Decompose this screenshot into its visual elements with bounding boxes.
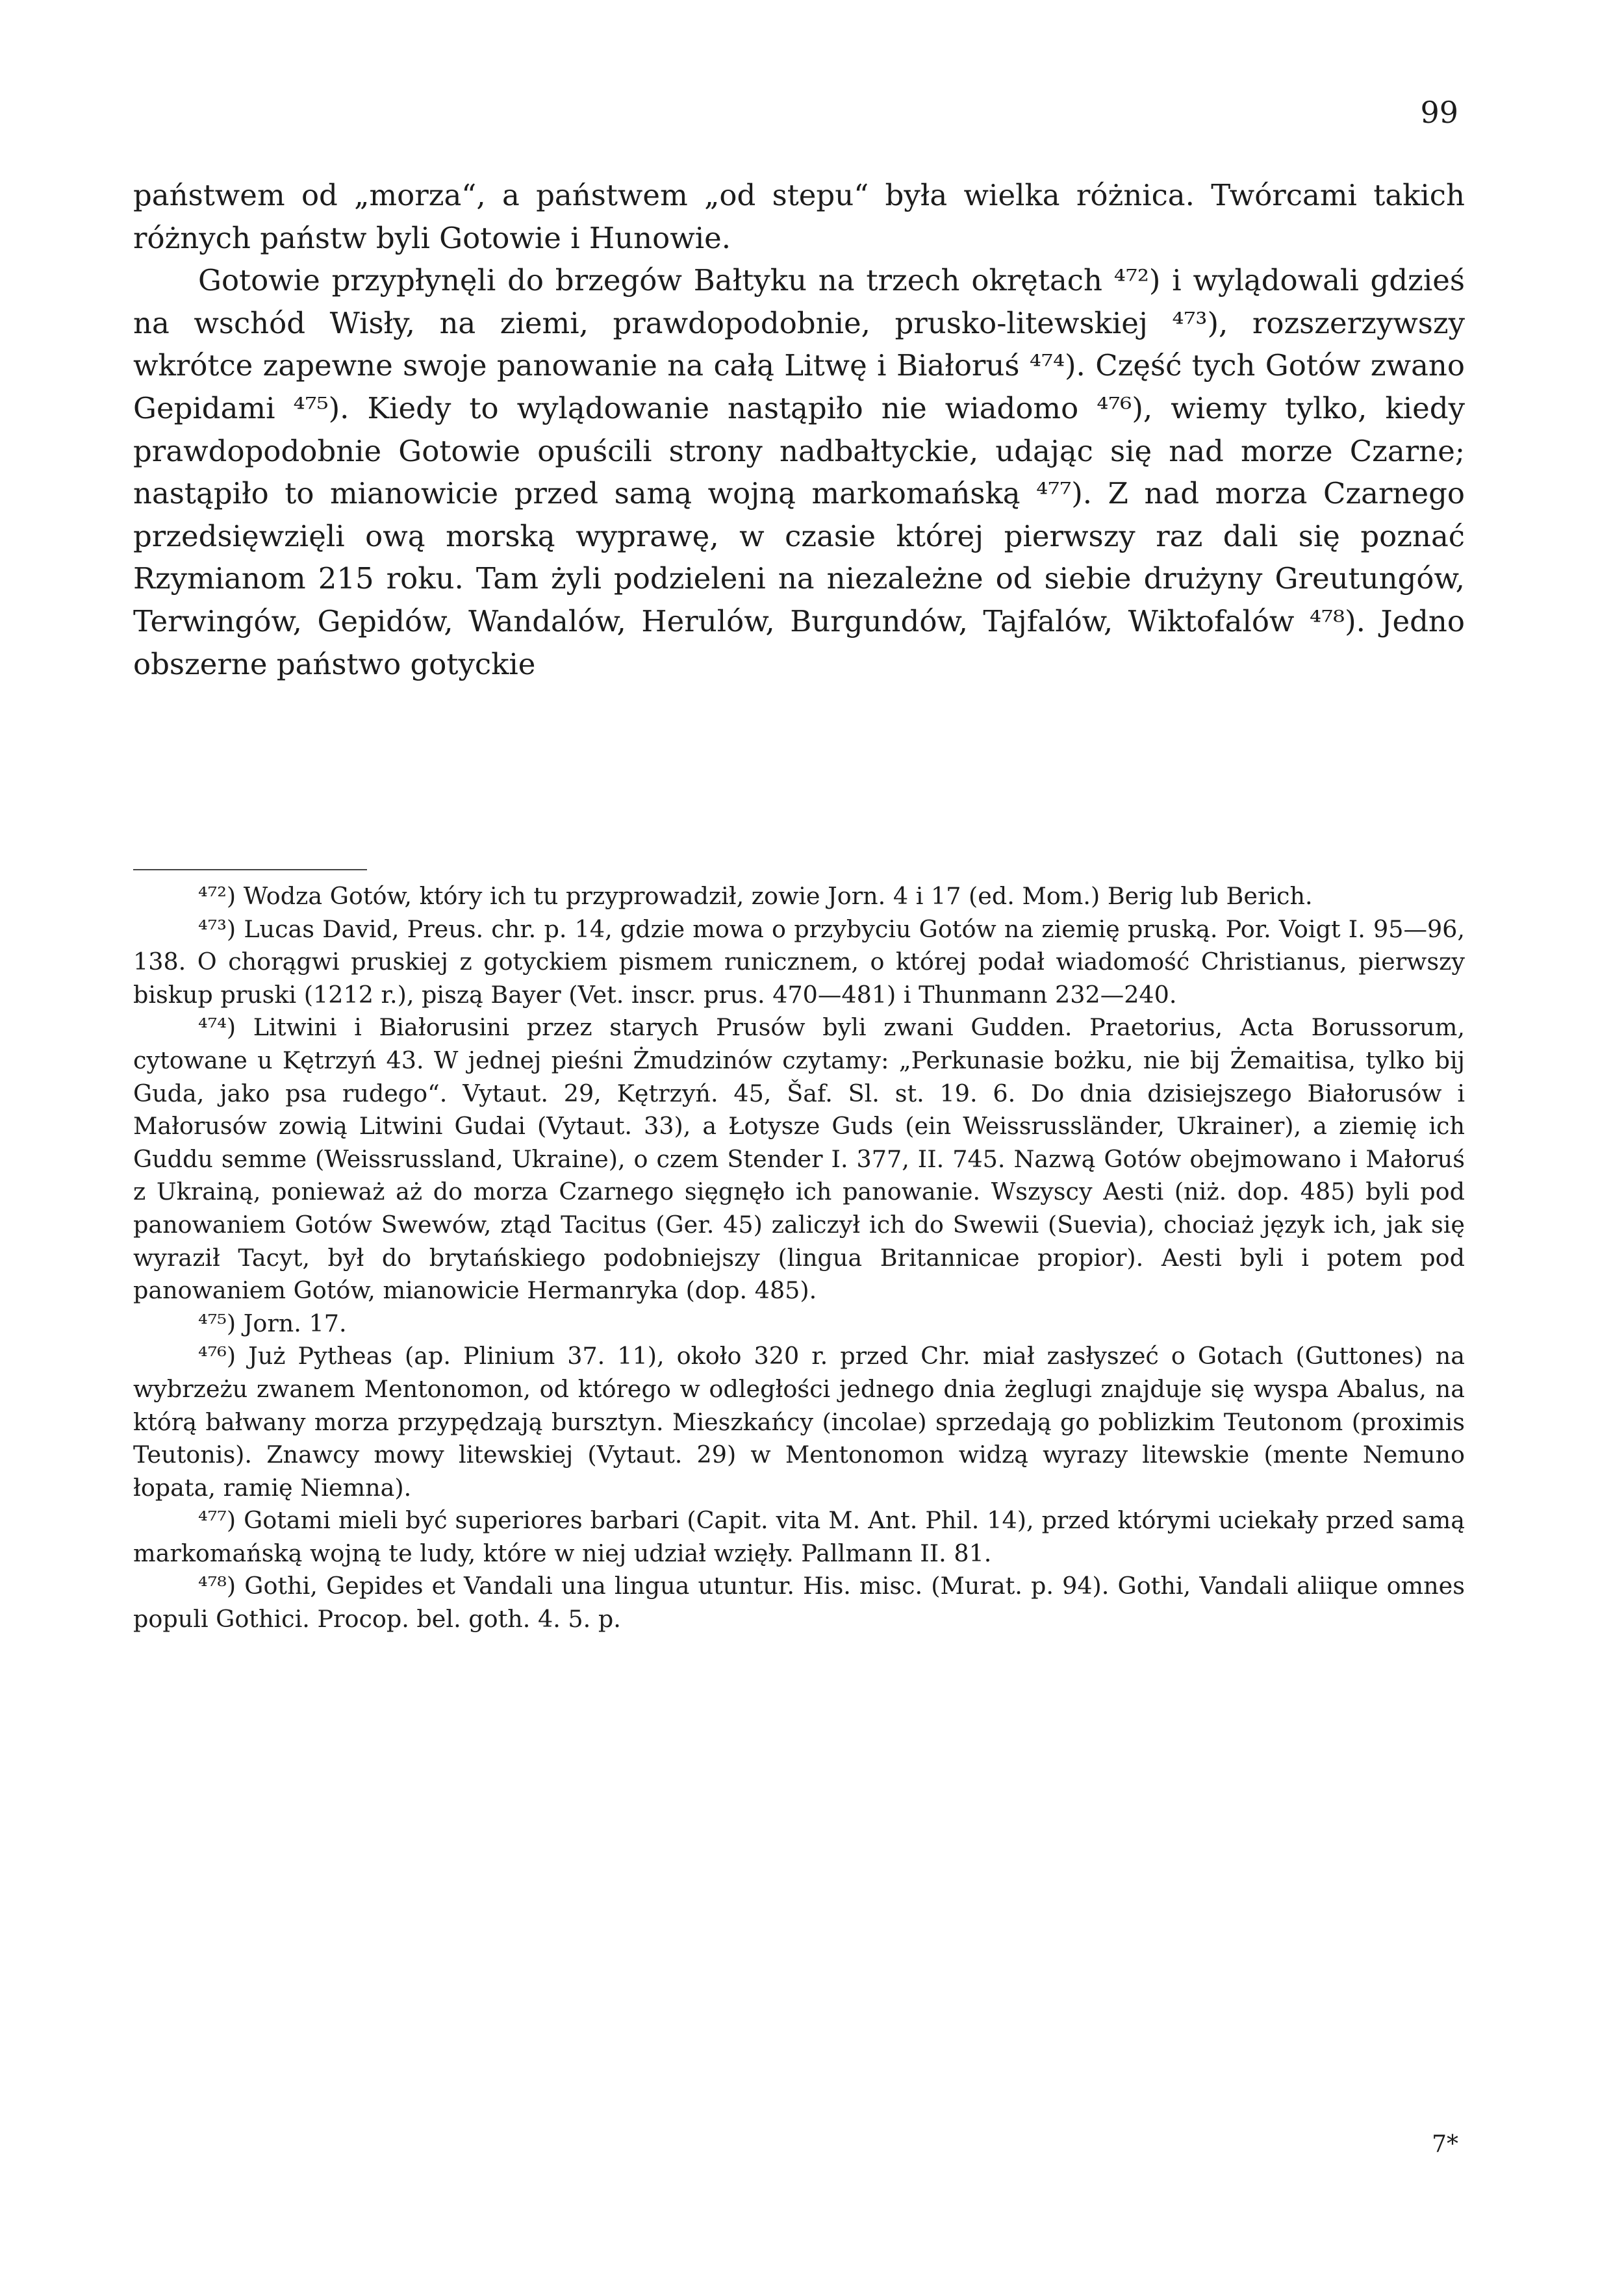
signature-mark: 7* — [1432, 2131, 1458, 2158]
paragraph: państwem od „morza“, a państwem „od stepu“ była wielka różnica. Twórcami takich różnych państw byli Gotowie i Hunowie. — [133, 178, 1465, 255]
footnotes — [133, 880, 1465, 1636]
footnote-472: ⁴⁷²) Wodza Gotów, który ich tu przyprowadził, zowie Jorn. 4 i 17 (ed. Mom.) Berig lub Berich. — [198, 882, 1313, 910]
footnote-477: ⁴⁷⁷) Gotami mieli być superiores barbari (Capit. vita M. Ant. Phil. 14), przed którymi uciekały przed samą markomańską wojną te ludy, które w niej udział wzięły. Pallmann II. 81. — [133, 1506, 1465, 1567]
footnote-475: ⁴⁷⁵) Jorn. 17. — [198, 1309, 347, 1337]
footnote-476: ⁴⁷⁶) Już Pytheas (ap. Plinium 37. 11), około 320 r. przed Chr. miał zasłyszeć o Gotach (Guttones) na wybrzeżu zwanem Mentonomon, od którego w odległości jednego dnia żeglugi znajduje się wyspa Abalus, na którą bałwany morza przypędzają bursztyn. Mieszkańcy (incolae) sprzedają go poblizkim Teutonom (proximis Teutonis). Znawcy mowy litewskiej (Vytaut. 29) w Mentonomon widzą wyrazy litewskie (mente Nemuno łopata, ramię Niemna). — [133, 1342, 1465, 1502]
main-text — [133, 174, 1465, 685]
footnote-478: ⁴⁷⁸) Gothi, Gepides et Vandali una lingua utuntur. His. misc. (Murat. p. 94). Gothi, Vandali aliique omnes populi Gothici. Procop. bel. goth. 4. 5. p. — [133, 1572, 1465, 1634]
page-number: 99 — [1420, 95, 1458, 130]
paragraph: Gotowie przypłynęli do brzegów Bałtyku na trzech okrętach ⁴⁷²) i wylądowali gdzieś na wschód Wisły, na ziemi, prawdopodobnie, prusko-litewskiej ⁴⁷³), rozszerzywszy wkrótce zapewne swoje panowanie na całą Litwę i Białoruś ⁴⁷⁴). Część tych Gotów zwano Gepidami ⁴⁷⁵). Kiedy to wylądowanie nastąpiło nie wiadomo ⁴⁷⁶), wiemy tylko, kiedy prawdopodobnie Gotowie opuścili strony nadbałtyckie, udając się nad morze Czarne; nastąpiło to mianowicie przed samą wojną markomańską ⁴⁷⁷). Z nad morza Czarnego przedsięwzięli ową morską wyprawę, w czasie której pierwszy raz dali się poznać Rzymianom 215 roku. Tam żyli podzieleni na niezależne od siebie drużyny Greutungów, Terwingów, Gepidów, Wandalów, Herulów, Burgundów, Tajfalów, Wiktofalów ⁴⁷⁸). Jedno obszerne państwo gotyckie — [133, 263, 1465, 681]
footnote-divider — [133, 869, 367, 870]
footnote-473: ⁴⁷³) Lucas David, Preus. chr. p. 14, gdzie mowa o przybyciu Gotów na ziemię pruską. Por. Voigt I. 95—96, 138. O chorągwi pruskiej z gotyckiem pismem runicznem, o której podał wiadomość Christianus, pierwszy biskup pruski (1212 r.), piszą Bayer (Vet. inscr. prus. 470—481) i Thunmann 232—240. — [133, 915, 1465, 1009]
footnote-474: ⁴⁷⁴) Litwini i Białorusini przez starych Prusów byli zwani Gudden. Praetorius, Acta Borussorum, cytowane u Kętrzyń 43. W jednej pieśni Żmudzinów czytamy: „Perkunasie bożku, nie bij Żemaitisa, tylko bij Guda, jako psa rudego“. Vytaut. 29, Kętrzyń. 45, Šaf. Sl. st. 19. 6. Do dnia dzisiejszego Białorusów i Małorusów zowią Litwini Gudai (Vytaut. 33), a Łotysze Guds (ein Weissrussländer, Ukrainer), a ziemię ich Guddu semme (Weissrussland, Ukraine), o czem Stender I. 377, II. 745. Nazwą Gotów obejmowano i Małoruś z Ukrainą, ponieważ aż do morza Czarnego sięgnęło ich panowanie. Wszyscy Aesti (niż. dop. 485) byli pod panowaniem Gotów Swewów, ztąd Tacitus (Ger. 45) zaliczył ich do Swewii (Suevia), chociaż język ich, jak się wyraził Tacyt, był do brytańskiego podobniejszy (lingua Britannicae propior). Aesti byli i potem pod panowaniem Gotów, mianowicie Hermanryka (dop. 485). — [133, 1013, 1465, 1305]
